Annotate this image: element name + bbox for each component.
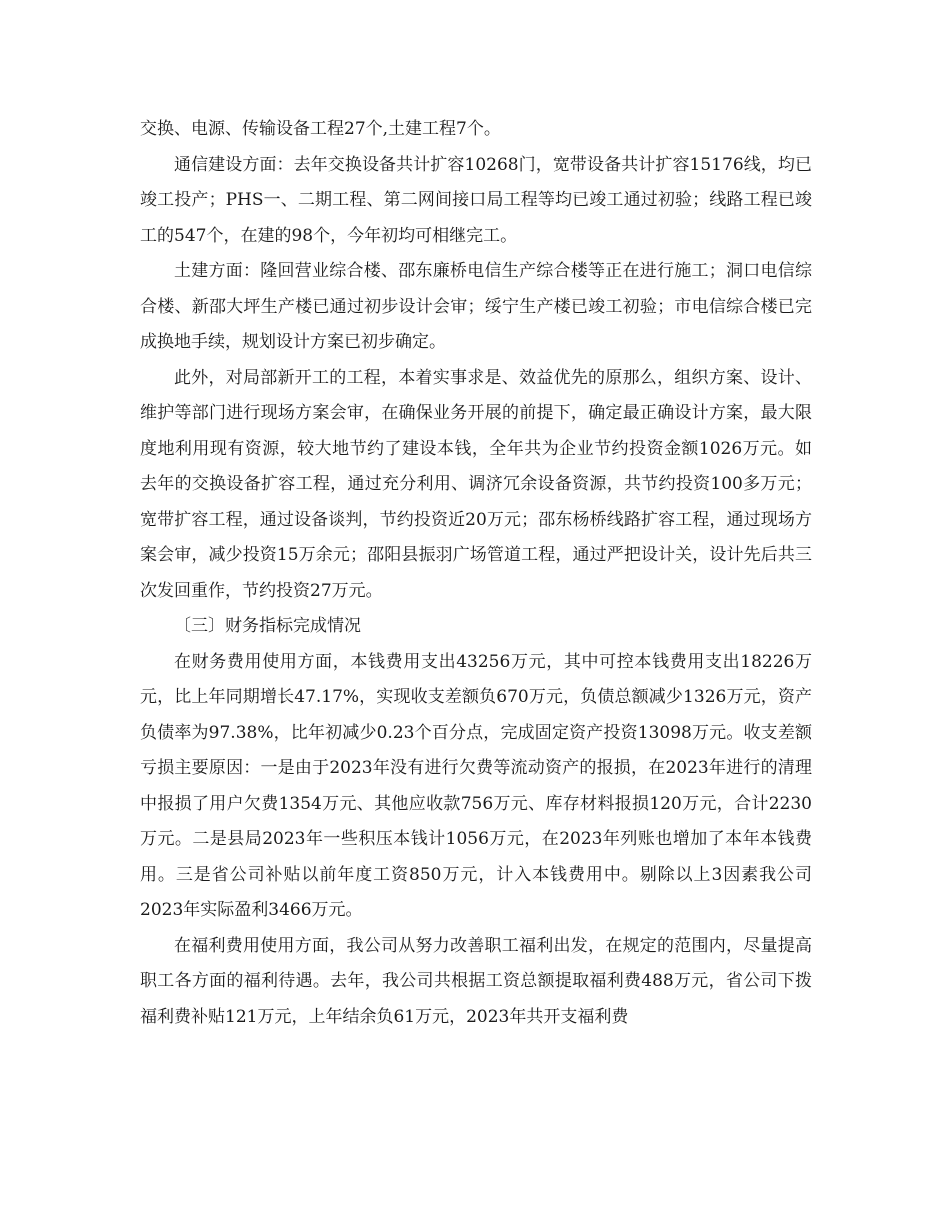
paragraph-cost-savings: 此外，对局部新开工的工程，本着实事求是、效益优先的原那么，组织方案、设计、维护等部门进行现场方案会审，在确保业务开展的前提下，确定最正确设计方案，最大限度地利用现有资源，较大地节约了建设本钱，全年共为企业节约投资金额1026万元。如去年的交换设备扩容工程，通过充分利用、调济冗余设备资源，共节约投资100多万元；宽带扩容工程，通过设备谈判，节约投资近20万元；邵东杨桥线路扩容工程，通过现场方案会审，减少投资15万余元；邵阳县振羽广场管道工程，通过严把设计关，设计先后共三次发回重作，节约投资27万元。 (140, 367, 812, 601)
paragraph-telecom-construction: 通信建设方面：去年交换设备共计扩容10268门，宽带设备共计扩容15176线，均已竣工投产；PHS一、二期工程、第二网间接口局工程等均已竣工通过初验；线路工程已竣工的547个，在建的98个，今年初均可相继完工。 (140, 154, 812, 246)
paragraph-welfare-expenses: 在福利费用使用方面，我公司从努力改善职工福利出发，在规定的范围内，尽量提高职工各方面的福利待遇。去年，我公司共根据工资总额提取福利费488万元，省公司下拨福利费补贴121万元，上年结余负61万元，2023年共开支福利费 (140, 935, 812, 1027)
paragraph-financial-expenses: 在财务费用使用方面，本钱费用支出43256万元，其中可控本钱费用支出18226万元，比上年同期增长47.17%，实现收支差额负670万元，负债总额减少1326万元，资产负债率为97.38%，比年初减少0.23个百分点，完成固定资产投资13098万元。收支差额亏损主要原因：一是由于2023年没有进行欠费等流动资产的报损，在2023年进行的清理中报损了用户欠费1354万元、其他应收款756万元、库存材料报损120万元，合计2230万元。二是县局2023年一些积压本钱计1056万元，在2023年列账也增加了本年本钱费用。三是省公司补贴以前年度工资850万元，计入本钱费用中。剔除以上3因素我公司2023年实际盈利3466万元。 (140, 651, 812, 920)
document-body (140, 112, 812, 1035)
paragraph-continuation: 交换、电源、传输设备工程27个,土建工程7个。 (140, 119, 501, 139)
paragraph-civil-engineering: 土建方面：隆回营业综合楼、邵东廉桥电信生产综合楼等正在进行施工；洞口电信综合楼、新邵大坪生产楼已通过初步设计会审；绥宁生产楼已竣工初验；市电信综合楼已完成换地手续，规划设计方案已初步确定。 (140, 261, 812, 352)
section-heading-financial-indicators: 〔三〕财务指标完成情况 (174, 616, 361, 636)
